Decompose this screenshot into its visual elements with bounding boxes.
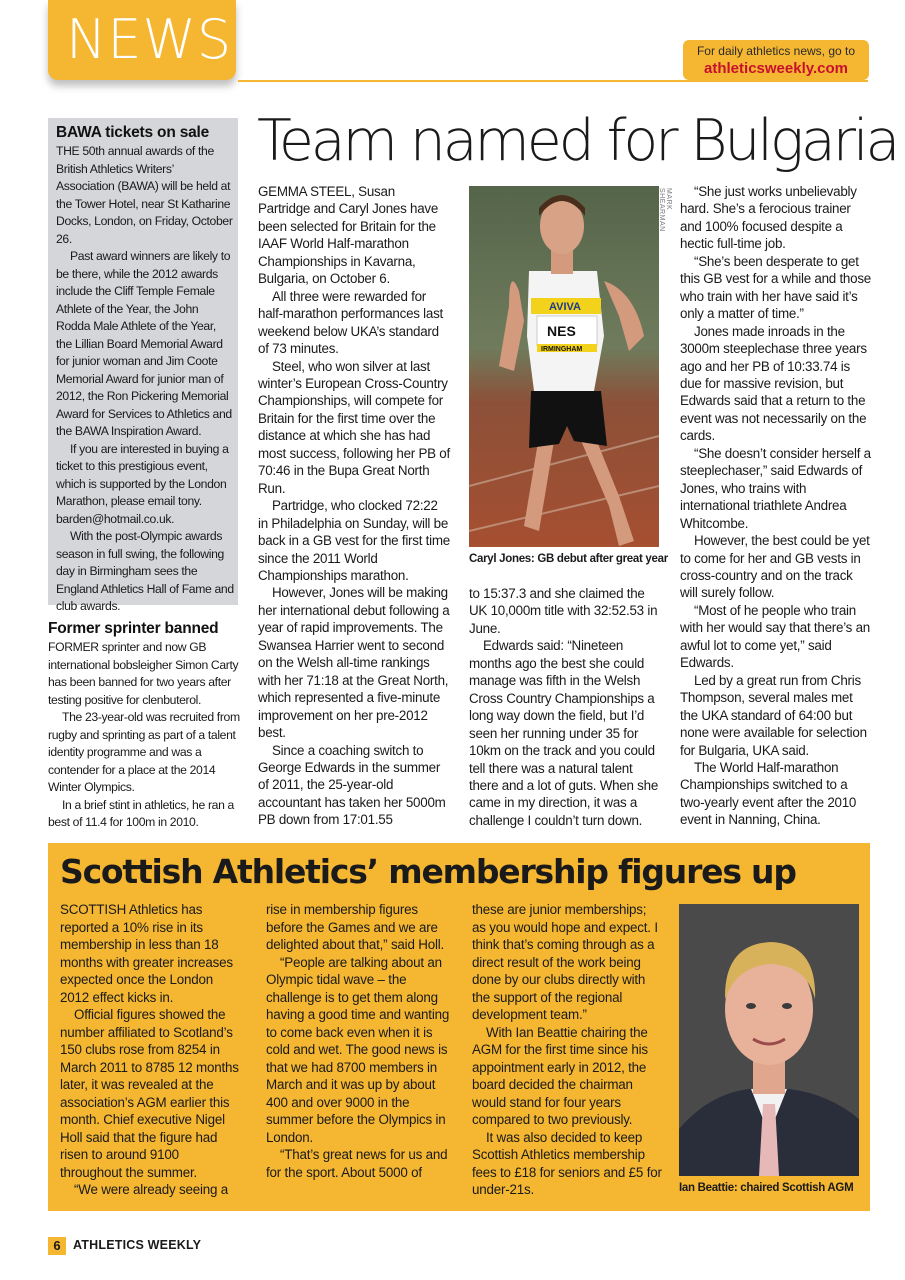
main-story-column-3 <box>680 183 872 829</box>
vest-name: NES <box>547 323 576 339</box>
feature-column-3 <box>472 901 662 1199</box>
article-paragraph: Led by a great run from Chris Thompson, several males met the UKA standard of 64:00 but none were available for selection for Bulgaria, UKA said. <box>680 672 867 758</box>
runner-illustration <box>469 186 659 547</box>
feature-column-1 <box>60 901 244 1199</box>
article-paragraph: The World Half-marathon Championships switched to a two-yearly event after the 2010 event in Nanning, China. <box>680 759 857 828</box>
sidebar-heading: BAWA tickets on sale <box>56 124 210 141</box>
sidebar-paragraph: If you are interested in buying a ticket to this prestigious event, which is supported by the London Marathon, please email tony. barden@hotmail.co.uk. <box>56 441 229 526</box>
photo-credit: MARK SHEARMAN <box>658 188 672 232</box>
section-label: NEWS <box>66 8 233 71</box>
article-paragraph: Partridge, who clocked 72:22 in Philadelphia on Sunday, will be back in a GB vest for the first time since the 2011 World Championships marathon. <box>258 498 450 583</box>
header-rule <box>238 80 868 82</box>
photo-caption: Caryl Jones: GB debut after great year <box>469 553 668 565</box>
sidebar-story-bawa <box>56 123 234 616</box>
article-paragraph: Edwards said: “Nineteen months ago the best she could manage was fifth in the Welsh Cross Country Championships a long way down the field, but I’d seen her running under 35 for 10km on the track and you could tell there was a natural talent there and a lot of guts. When she came in my direction, it was a challenge I couldn’t turn down. <box>469 638 659 828</box>
promo-text: For daily athletics news, go to <box>696 44 856 58</box>
main-story-column-1 <box>258 183 450 829</box>
article-paragraph: “She’s been desperate to get this GB vest for a while and those who train with her have said it’s only a matter of time.” <box>680 253 871 322</box>
feature-paragraph: “That’s great news for us and for the sport. About 5000 of <box>266 1147 448 1180</box>
publication-name: ATHLETICS WEEKLY <box>73 1238 202 1252</box>
sidebar-paragraph: Past award winners are likely to be there, while the 2012 awards include the Cliff Temple Female Athlete of the Year, the John Rodda Male Athlete of the Year, the Lillian Board Memorial Award for junior woman and Jim Coote Memorial Award for junior man of 2012, the Ron Pickering Memorial Award for Services to Athletics and the BAWA Inspiration Award. <box>56 249 232 438</box>
sidebar-paragraph: With the post-Olympic awards season in full swing, the following day in Birmingham sees the England Athletics Hall of Fame and club awards. <box>56 529 234 613</box>
sidebar-paragraph: The 23-year-old was recruited from rugby and sprinting as part of a talent identity programme and was a contender for a place at the 2014 Winter Olympics. <box>48 710 240 794</box>
feature-paragraph: “People are talking about an Olympic tidal wave – the challenge is to get them along having a good time and wanting to come back even when it is cold and wet. The good news is that we had 8700 members in March and it was up by about 400 and over 9000 in the summer before the Olympics in London. <box>266 954 450 1145</box>
portrait-illustration <box>679 904 859 1176</box>
website-link[interactable]: athleticsweekly.com <box>704 60 848 77</box>
sidebar-paragraph: THE 50th annual awards of the British Athletics Writers’ Association (BAWA) will be held at the Tower Hotel, near St Katharine Docks, London, on Friday, October 26. <box>56 144 233 246</box>
feature-headline: Scottish Athletics’ membership figures up <box>60 852 796 891</box>
main-headline: Team named for Bulgaria <box>257 108 898 174</box>
article-paragraph: GEMMA STEEL, Susan Partridge and Caryl Jones have been selected for Britain for the IAAF World Half-marathon Championships in Kavarna, Bulgaria, on October 6. <box>258 184 439 287</box>
sidebar-paragraph: FORMER sprinter and now GB international bobsleigher Simon Carty has been banned for two years after testing positive for clenbuterol. <box>48 640 239 707</box>
article-paragraph: Since a coaching switch to George Edwards in the summer of 2011, the 25-year-old accountant has taken her 5000m PB down from 17:01.55 <box>258 742 446 828</box>
website-promo[interactable] <box>683 40 869 80</box>
feature-paragraph: rise in membership figures before the Games and we are delighted about that,” said Holl. <box>266 902 445 952</box>
feature-paragraph: With Ian Beattie chairing the AGM for the first time since his appointment early in 2012, the board decided the chairman would stand for four years compared to two previously. <box>472 1024 648 1127</box>
portrait-photo <box>679 904 859 1176</box>
article-paragraph: “Most of he people who train with her would say that there’s an awful lot to come yet,” said Edwards. <box>680 602 870 671</box>
article-paragraph: Jones made inroads in the 3000m steeplechase three years ago and her PB of 10:33.74 is due for massive revision, but Edwards said that a return to the event was not necessarily on the cards. <box>680 323 867 444</box>
article-paragraph: However, Jones will be making her international debut following a year of rapid improvements. The Swansea Harrier went to second on the Welsh all-time rankings with her 71:18 at the Great North, which represented a five-minute improvement on her pre-2012 best. <box>258 585 450 741</box>
sidebar-heading: Former sprinter banned <box>48 620 219 637</box>
article-paragraph: “She just works unbelievably hard. She’s a ferocious trainer and 100% focused despite a hectic full-time job. <box>680 184 857 252</box>
feature-paragraph: “We were already seeing a <box>74 1182 229 1197</box>
feature-paragraph: these are junior memberships; as you would hope and expect. I think that’s coming through as a direct result of the work being done by our clubs directly with the support of the regional development team.” <box>472 902 658 1022</box>
sidebar-paragraph: In a brief stint in athletics, he ran a best of 11.4 for 100m in 2010. <box>48 797 234 829</box>
athlete-photo <box>469 186 659 547</box>
portrait-caption: Ian Beattie: chaired Scottish AGM <box>679 1182 854 1194</box>
article-paragraph: All three were rewarded for half-marathon performances last weekend below UKA’s standard of 73 minutes. <box>258 288 444 357</box>
sidebar-story-ban <box>48 619 240 832</box>
article-paragraph: However, the best could be yet to come for her and GB vests in cross-country and on the track will surely follow. <box>680 533 870 601</box>
feature-column-2 <box>266 901 454 1181</box>
section-tab <box>48 0 236 80</box>
page-number: 6 <box>48 1237 66 1255</box>
article-paragraph: to 15:37.3 and she claimed the UK 10,000m title with 32:52.53 in June. <box>469 586 658 636</box>
feature-paragraph: SCOTTISH Athletics has reported a 10% rise in its membership in less than 18 months with greater increases expected once the London 2012 effect kicks in. <box>60 902 233 1005</box>
feature-paragraph: It was also decided to keep Scottish Athletics membership fees to £18 for seniors and £5 for under-21s. <box>472 1129 662 1197</box>
vest-club: IRMINGHAM <box>541 346 583 353</box>
article-paragraph: Steel, who won silver at last winter’s European Cross-Country Championships, will compete for Britain for the first time over the distance at which she has had most success, following her PB of 70:46 in the Bupa Great North Run. <box>258 358 450 496</box>
article-paragraph: “She doesn’t consider herself a steeplechaser,” said Edwards of Jones, who trains with international triathlete Andrea Whitcombe. <box>680 445 871 531</box>
main-story-column-2 <box>469 585 661 829</box>
feature-paragraph: Official figures showed the number affiliated to Scotland’s 150 clubs rose from 8254 in March 2011 to 8785 12 months later, it was revealed at the association’s AGM earlier this month. Chief executive Nigel Holl said that the figure had risen to around 9100 throughout the summer. <box>60 1007 239 1180</box>
vest-sponsor: AVIVA <box>549 301 581 313</box>
